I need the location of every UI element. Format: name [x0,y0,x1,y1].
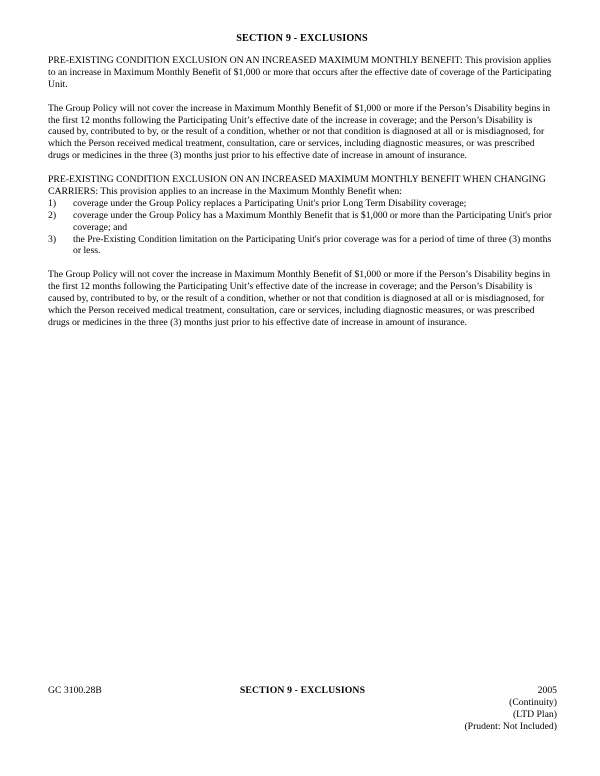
list-item-marker: 1) [48,197,57,209]
page-footer [48,685,557,747]
list-item [48,210,557,234]
list-item-marker: 3) [48,233,57,245]
list-item-text: the Pre-Existing Condition limitation on the Participating Unit's prior coverage was for a period of time of three (3) months or less. [73,233,552,257]
footer-section-title: SECTION 9 - EXCLUSIONS [239,685,366,696]
footer-year: 2005 [537,685,557,696]
document-body [48,55,557,329]
section-1-text: : This provision applies to an increase in Maximum Monthly Benefit of $1,000 or more that occurs after the effective date of coverage of the Participating Unit. [48,55,552,90]
list-item [48,234,557,258]
footer-note-plan: (LTD Plan) [512,708,557,720]
section-2-text: : This provision applies to an increase in the Maximum Monthly Benefit when: [95,185,402,197]
section-1-paragraph [48,55,557,91]
section-2-paragraph [48,174,557,198]
footer-note-continuity: (Continuity) [509,696,557,708]
section-2-lead-in: PRE-EXISTING CONDITION EXCLUSION ON AN INCREASED MAXIMUM MONTHLY BENEFIT WHEN CHANGING CARRIERS [48,174,546,197]
list-item-text: coverage under the Group Policy has a Maximum Monthly Benefit that is $1,000 or more than the Participating Unit's prior coverage; and [73,209,553,233]
footer-form-number: GC 3100.28B [48,685,102,696]
page-title: SECTION 9 - EXCLUSIONS [236,33,368,44]
footer-primary-row [48,685,557,697]
paragraph-1: The Group Policy will not cover the increase in Maximum Monthly Benefit of $1,000 or more if the Person’s Disability begins in the first 12 months following the Participating Unit’s effective date of the increase in coverage; and the Person’s Disability is caused by, contributed to by, or the result of a condition, whether or not that condition is diagnosed at all or is misdiagnosed, for which the Person received medical treatment, consultation, care or services, including diagnostic measures, or was prescribed drugs or medicines in the three (3) months just prior to his effective date of increase in amount of insurance. [48,102,551,162]
section-1-lead-in: PRE-EXISTING CONDITION EXCLUSION ON AN INCREASED MAXIMUM MONTHLY BENEFIT [48,55,461,66]
paragraph-2: The Group Policy will not cover the increase in Maximum Monthly Benefit of $1,000 or more if the Person’s Disability begins in the first 12 months following the Participating Unit’s effective date of the increase in coverage; and the Person’s Disability is caused by, contributed to by, or the result of a condition, whether or not that condition is diagnosed at all or is misdiagnosed, for which the Person received medical treatment, consultation, care or services, including diagnostic measures, or was prescribed drugs or medicines in the three (3) months just prior to his effective date of increase in amount of insurance. [48,269,551,328]
list-item-text: coverage under the Group Policy replaces a Participating Unit's prior Long Term Disability coverage; [73,197,467,209]
footer-note-prudent: (Prudent: Not Included) [464,720,557,732]
conditions-list [48,198,557,258]
paragraph-spacer [48,257,557,269]
list-item-marker: 2) [48,209,57,221]
list-item [48,198,557,210]
